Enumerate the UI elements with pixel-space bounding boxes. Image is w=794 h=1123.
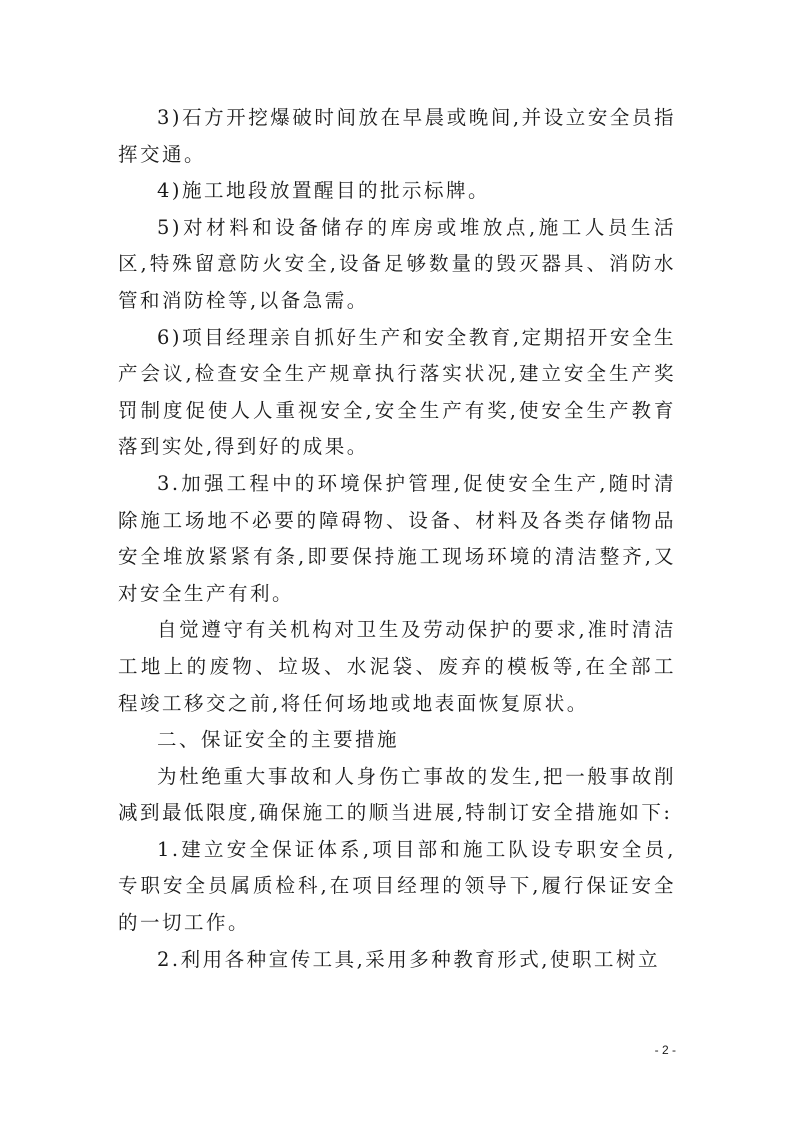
paragraph-measures-intro: 为杜绝重大事故和人身伤亡事故的发生,把一般事故削减到最低限度,确保施工的顺当进展,特制订安全措施如下:	[118, 764, 676, 825]
paragraph-fire-safety: 5)对材料和设备储存的库房或堆放点,施工人员生活区,特殊留意防火安全,设备足够数量的毁灭器具、消防水管和消防栓等,以备急需。	[118, 215, 676, 312]
paragraph-warning-signs: 4)施工地段放置醒目的批示标牌。	[157, 179, 491, 203]
paragraph-environment-protection: 3.加强工程中的环境保护管理,促使安全生产,随时清除施工场地不必要的障碍物、设备、材料及各类存储物品安全堆放紧紧有条,即要保持施工现场环境的清洁整齐,又对安全生产有利。	[118, 471, 676, 605]
section-heading-safety-measures: 二、保证安全的主要措施	[157, 728, 400, 752]
paragraph-blasting-time: 3)石方开挖爆破时间放在早晨或晚间,并设立安全员指挥交通。	[118, 106, 676, 166]
paragraph-safety-education: 6)项目经理亲自抓好生产和安全教育,定期招开安全生产会议,检查安全生产规章执行落实状况,建立安全生产奖罚制度促使人人重视安全,安全生产有奖,使安全生产教育落到实处,得到好的成果。	[118, 325, 676, 459]
paragraph-hygiene-requirements: 自觉遵守有关机构对卫生及劳动保护的要求,准时清洁工地上的废物、垃圾、水泥袋、废弃的模板等,在全部工程竣工移交之前,将任何场地或地表面恢复原状。	[118, 618, 676, 715]
page-number: - 2 -	[654, 1043, 676, 1057]
paragraph-publicity-tools: 2.利用各种宣传工具,采用多种教育形式,使职工树立	[157, 947, 661, 971]
page-body	[118, 100, 676, 978]
paragraph-safety-system: 1.建立安全保证体系,项目部和施工队设专职安全员,专职安全员属质检科,在项目经理的领导下,履行保证安全的一切工作。	[118, 837, 676, 935]
